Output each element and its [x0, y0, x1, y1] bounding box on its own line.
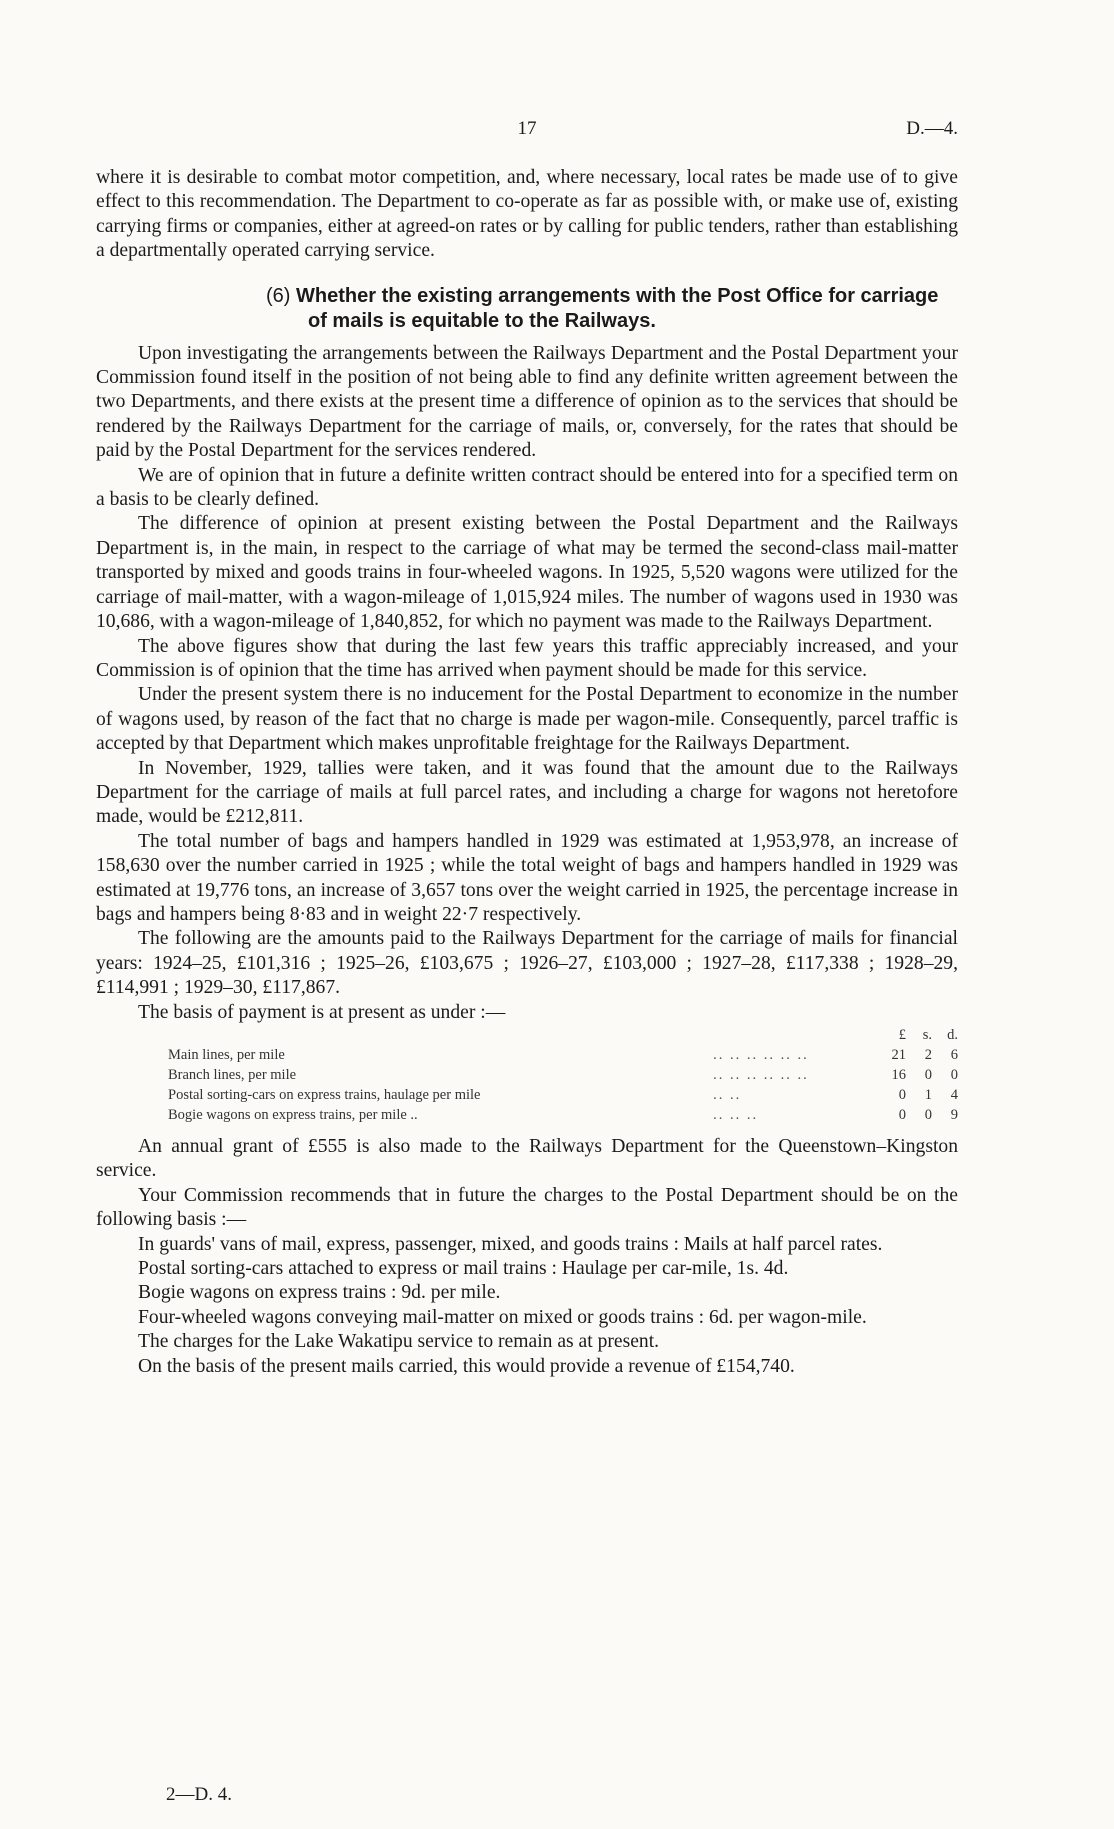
- section-title: Whether the existing arrangements with the Post Office for carriage of mails is equitable to the Railways.: [296, 284, 939, 332]
- document-reference: D.—4.: [906, 118, 958, 139]
- paragraph: On the basis of the present mails carried, this would provide a revenue of £154,740.: [138, 1355, 795, 1377]
- row-label: Postal sorting-cars on express trains, haulage per mile: [168, 1087, 481, 1103]
- paragraph: The charges for the Lake Wakatipu service to remain as at present.: [138, 1331, 660, 1353]
- leader-dots: .. ..: [713, 1087, 742, 1103]
- leader-dots: .. .. .. .. .. ..: [713, 1047, 809, 1063]
- table-row: [168, 1045, 958, 1065]
- section-heading: [96, 284, 958, 334]
- row-label: Branch lines, per mile: [168, 1067, 297, 1083]
- paragraph: Under the present system there is no inducement for the Postal Department to economize in the number of wagons used, by reason of the fact that no charge is made per wagon-mile. Consequently, parcel traffic is accepted by that Department which makes unprofitable freightage for the Railways Department.: [96, 684, 958, 755]
- recommendation-item: Four-wheeled wagons conveying mail-matter on mixed or goods trains : 6d. per wagon-mile.: [138, 1306, 867, 1328]
- paragraph: The basis of payment is at present as under :—: [138, 1001, 506, 1023]
- leader-dots: .. .. ..: [713, 1107, 759, 1123]
- shillings-value: 0: [924, 1107, 932, 1123]
- recommendation-item: Postal sorting-cars attached to express or mail trains : Haulage per car-mile, 1s. 4d.: [138, 1258, 789, 1280]
- pence-value: 6: [950, 1047, 958, 1063]
- section-number: (6): [266, 284, 291, 307]
- recommendation-item: Bogie wagons on express trains : 9d. per mile.: [138, 1282, 501, 1304]
- paragraph: The above figures show that during the last few years this traffic appreciably increased, and your Commission is of opinion that the time has arrived when payment should be made for this service.: [96, 635, 958, 681]
- table-row: [168, 1105, 958, 1125]
- pounds-value: 16: [891, 1067, 906, 1083]
- paragraph: The difference of opinion at present existing between the Postal Department and the Railways Department is, in the main, in respect to the carriage of what may be termed the second-class mail-matter transported by mixed and goods trains in four-wheeled wagons. In 1925, 5,520 wagons were utilized for the carriage of mail-matter, with a wagon-mileage of 1,015,924 miles. The number of wagons used in 1930 was 10,686, with a wagon-mileage of 1,840,852, for which no payment was made to the Railways Department.: [96, 513, 958, 633]
- leader-dots: .. .. .. .. .. ..: [713, 1067, 809, 1083]
- paragraph: An annual grant of £555 is also made to the Railways Department for the Queenstown–Kingston service.: [96, 1136, 958, 1182]
- paragraph: The total number of bags and hampers handled in 1929 was estimated at 1,953,978, an increase of 158,630 over the number carried in 1925 ; while the total weight of bags and hampers handled in 1929 was estimated at 19,776 tons, an increase of 3,657 tons over the weight carried in 1925, the percentage increase in bags and hampers being 8·83 and in weight 22·7 respectively.: [96, 830, 958, 925]
- paragraph: Your Commission recommends that in future the charges to the Postal Department should be on the following basis :—: [96, 1184, 958, 1231]
- row-label: Bogie wagons on express trains, per mile ..: [168, 1107, 418, 1123]
- pounds-value: 21: [891, 1047, 906, 1063]
- payment-table: [96, 1025, 958, 1125]
- pence-value: 0: [950, 1067, 958, 1083]
- page-number: 17: [517, 118, 537, 139]
- shillings-value: 0: [924, 1067, 932, 1083]
- recommendation-item: In guards' vans of mail, express, passenger, mixed, and goods trains : Mails at half parcel rates.: [138, 1233, 883, 1255]
- page-footer-signature: 2—D. 4.: [166, 1784, 232, 1805]
- table-row: [168, 1085, 958, 1105]
- table-header-row: [168, 1025, 958, 1045]
- shillings-value: 1: [924, 1087, 932, 1103]
- column-shillings: s.: [922, 1027, 932, 1043]
- page-body: [96, 166, 958, 1379]
- pounds-value: 0: [898, 1107, 906, 1123]
- paragraph: Upon investigating the arrangements between the Railways Department and the Postal Department your Commission found itself in the position of not being able to find any definite written agreement between the two Departments, and there exists at the present time a difference of opinion as to the services that should be rendered by the Railways Department for the carriage of mails, or, conversely, for the rates that should be paid by the Postal Department for the services rendered.: [96, 342, 958, 462]
- table-row: [168, 1065, 958, 1085]
- column-pounds: £: [898, 1027, 906, 1043]
- paragraph: In November, 1929, tallies were taken, and it was found that the amount due to the Railways Department for the carriage of mails at full parcel rates, and including a charge for wagons not heretofore made, would be £212,811.: [96, 757, 958, 828]
- column-pence: d.: [947, 1027, 958, 1043]
- row-label: Main lines, per mile: [168, 1047, 285, 1063]
- pence-value: 4: [950, 1087, 958, 1103]
- page-header: [96, 118, 958, 144]
- shillings-value: 2: [924, 1047, 932, 1063]
- paragraph: The following are the amounts paid to the Railways Department for the carriage of mails for financial years: 1924–25, £101,316 ; 1925–26, £103,675 ; 1926–27, £103,000 ; 1927–28, £117,338 ; 1928–29, £114,991 ; 1929–30, £117,867.: [96, 928, 958, 999]
- pounds-value: 0: [898, 1087, 906, 1103]
- paragraph: We are of opinion that in future a definite written contract should be entered into for a specified term on a basis to be clearly defined.: [96, 464, 958, 511]
- intro-paragraph: where it is desirable to combat motor competition, and, where necessary, local rates be made use of to give effect to this recommendation. The Department to co-operate as far as possible with, or make use of, existing carrying firms or companies, either at agreed-on rates or by calling for public tenders, rather than establishing a departmentally operated carrying service.: [96, 167, 958, 262]
- pence-value: 9: [950, 1107, 958, 1123]
